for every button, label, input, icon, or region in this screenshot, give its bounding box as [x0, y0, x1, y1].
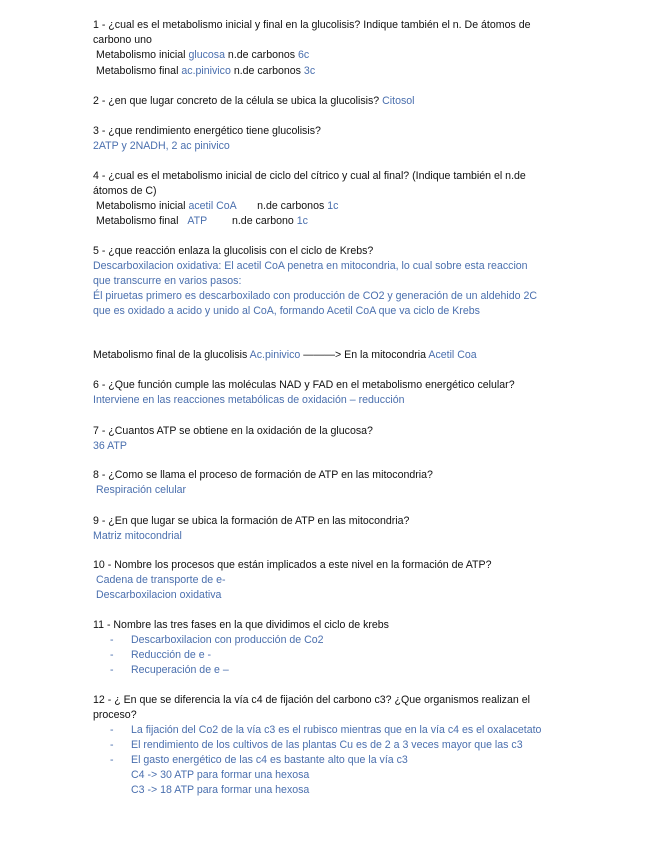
q8-question: 8 - ¿Como se llama el proceso de formación de ATP en las mitocondria? [93, 469, 433, 481]
q6-question: 6 - ¿Que función cumple las moléculas NAD y FAD en el metabolismo energético celular? [93, 379, 515, 391]
q12-sub-line1: C4 -> 30 ATP para formar una hexosa [131, 769, 310, 781]
q1-final-carbon-label: n.de carbonos [233, 65, 301, 77]
q11-bullet-2: - [110, 649, 114, 661]
q1-inicial-carbon-label: n.de carbonos [227, 49, 296, 61]
q9-answer: Matriz mitocondrial [93, 530, 182, 542]
q11-bullet-1: - [110, 634, 114, 646]
q12-item-2: El rendimiento de los cultivos de las plantas Cu es de 2 a 3 veces mayor que las c3 [131, 739, 523, 751]
q5-summary-arrow: ———> [303, 349, 342, 361]
q11-question: 11 - Nombre las tres fases en la que dividimos el ciclo de krebs [93, 619, 389, 631]
q1-inicial-row [96, 48, 309, 62]
q1-inicial-label: Metabolismo inicial [96, 49, 186, 61]
q11-item-3: Recuperación de e – [131, 664, 229, 676]
q7-question: 7 - ¿Cuantos ATP se obtiene en la oxidación de la glucosa? [93, 425, 373, 437]
q7-answer: 36 ATP [93, 440, 127, 452]
q4-inicial-label: Metabolismo inicial [96, 200, 186, 212]
q4-inicial-value: acetil CoA [188, 200, 237, 212]
q4-inicial-row [96, 199, 338, 213]
q10-answer-line2: Descarboxilacion oxidativa [96, 589, 222, 601]
q5-question: 5 - ¿que reacción enlaza la glucolisis con el ciclo de Krebs? [93, 245, 374, 257]
q1-final-row [96, 64, 315, 78]
q1-final-label: Metabolismo final [96, 65, 179, 77]
q4-inicial-carbon-value: 1c [327, 200, 339, 212]
q5-summary-value2: Acetil Coa [428, 349, 477, 361]
q5-answer-line3: Él piruetas primero es descarboxilado con producción de CO2 y generación de un aldehido 2C [93, 290, 538, 302]
q11-item-1: Descarboxilacion con producción de Co2 [131, 634, 324, 646]
q1-final-value: ac.pinivico [181, 65, 231, 77]
q6-answer: Interviene en las reacciones metabólicas de oxidación – reducción [93, 394, 405, 406]
q3-answer: 2ATP y 2NADH, 2 ac pinivico [93, 140, 230, 152]
q1-inicial-carbon-value: 6c [298, 49, 310, 61]
q4-final-carbon-label: n.de carbono [231, 215, 294, 227]
q5-summary-row [93, 348, 477, 362]
q1-final-carbon-value: 3c [303, 65, 316, 77]
q12-question-line2: proceso? [93, 709, 137, 721]
q4-final-row [96, 214, 308, 228]
q5-summary-value1: Ac.pinivico [249, 349, 301, 361]
q1-question-line1: 1 - ¿cual es el metabolismo inicial y final en la glucolisis? Indique también el n. De átomos de [93, 19, 531, 31]
q1-inicial-value: glucosa [188, 49, 225, 61]
q12-bullet-3: - [110, 754, 114, 766]
q4-question-line2: átomos de C) [93, 185, 157, 197]
q8-answer: Respiración celular [96, 484, 187, 496]
q12-bullet-1: - [110, 724, 114, 736]
q2-row [93, 94, 415, 108]
q10-question: 10 - Nombre los procesos que están implicados a este nivel en la formación de ATP? [93, 559, 492, 571]
q5-summary-label: Metabolismo final de la glucolisis [93, 349, 248, 361]
q3-question: 3 - ¿que rendimiento energético tiene glucolisis? [93, 125, 321, 137]
q11-item-2: Reducción de e - [131, 649, 212, 661]
q12-item-3: El gasto energético de las c4 es bastante alto que la vía c3 [131, 754, 408, 766]
q4-inicial-carbon-label: n.de carbonos [257, 200, 325, 212]
q2-question: 2 - ¿en que lugar concreto de la célula se ubica la glucolisis? [93, 95, 380, 107]
q9-question: 9 - ¿En que lugar se ubica la formación de ATP en las mitocondria? [93, 515, 410, 527]
q5-answer-line4: que es oxidado a acido y unido al CoA, formando Acetil CoA que va ciclo de Krebs [93, 305, 480, 317]
q2-answer: Citosol [382, 95, 415, 107]
q4-final-value: ATP [187, 215, 208, 227]
q4-final-carbon-value: 1c [296, 215, 308, 227]
q5-summary-mid: En la mitocondria [344, 349, 427, 361]
q1-question-line2: carbono uno [93, 34, 152, 46]
q11-bullet-3: - [110, 664, 114, 676]
q10-answer-line1: Cadena de transporte de e- [96, 574, 226, 586]
q4-final-label: Metabolismo final [96, 215, 179, 227]
q12-question-line1: 12 - ¿ En que se diferencia la vía c4 de fijación del carbono c3? ¿Que organismos realizan el [93, 694, 530, 706]
q12-item-1: La fijación del Co2 de la vía c3 es el rubisco mientras que en la vía c4 es el oxalacetato [131, 724, 542, 736]
q12-bullet-2: - [110, 739, 114, 751]
q5-answer-line1: Descarboxilacion oxidativa: El acetil CoA penetra en mitocondria, lo cual sobre esta reaccion [93, 260, 528, 272]
q5-answer-line2: que transcurre en varios pasos: [93, 275, 242, 287]
q12-sub-line2: C3 -> 18 ATP para formar una hexosa [131, 784, 310, 796]
q4-question-line1: 4 - ¿cual es el metabolismo inicial de ciclo del cítrico y cual al final? (Indique también el n.de [93, 170, 526, 182]
